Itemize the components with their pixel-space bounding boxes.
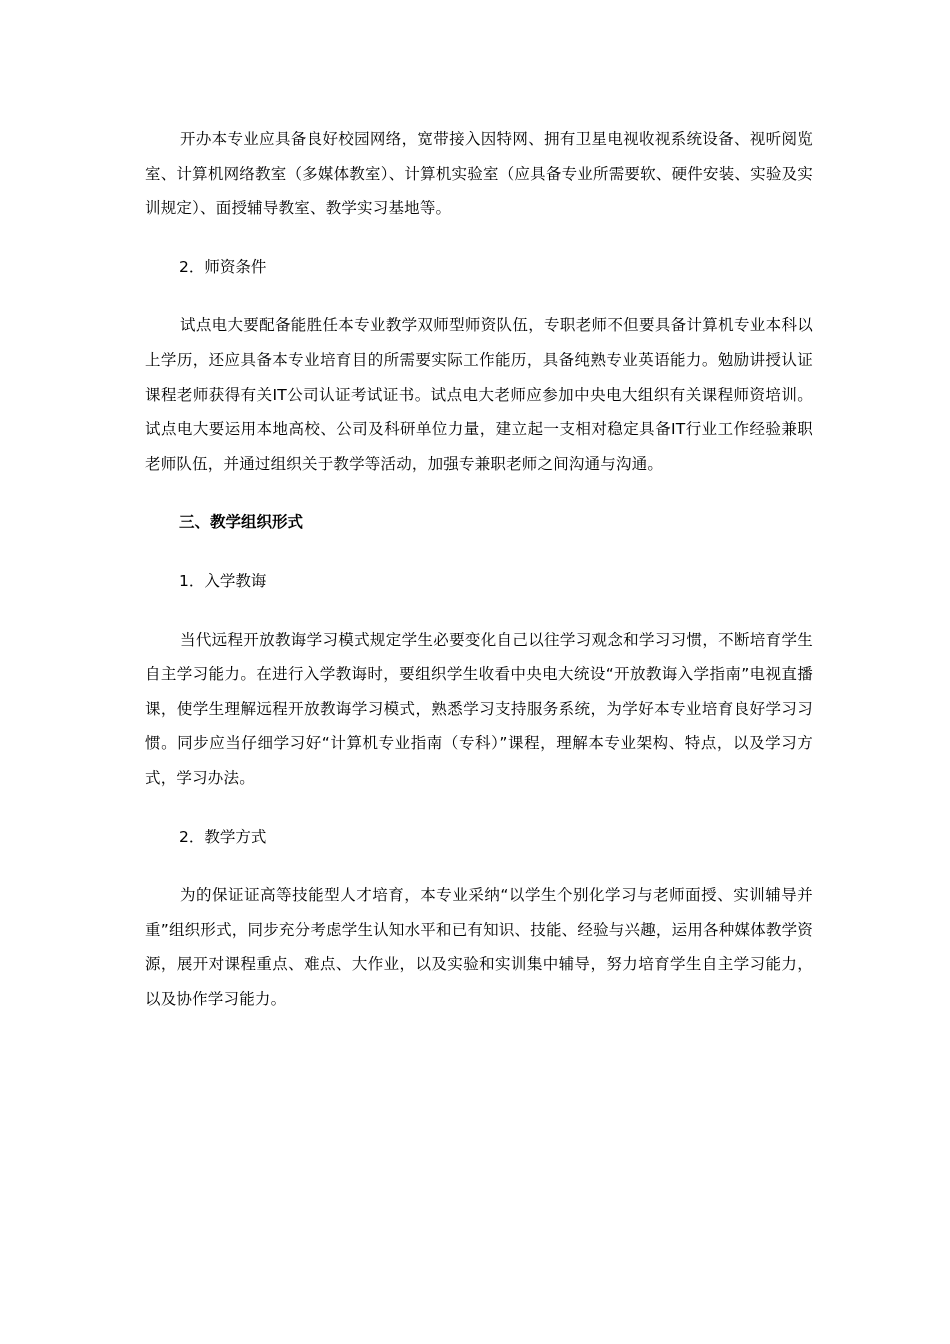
section-heading-teaching-organization: 三、教学组织形式 xyxy=(179,513,304,532)
document-page xyxy=(145,122,813,1016)
paragraph-teacher-conditions: 试点电大要配备能胜任本专业教学双师型师资队伍，专职老师不但要具备计算机专业本科以上学历，还应具备本专业培育目的所需要实际工作能历，具备纯熟专业英语能力。勉励讲授认证课程老师获得有关IT公司认证考试证书。试点电大老师应参加中央电大组织有关课程师资培训。试点电大要运用本地高校、公司及科研单位力量，建立起一支相对稳定具备IT行业工作经验兼职老师队伍，并通过组织关于教学等活动，加强专兼职老师之间沟通与沟通。 xyxy=(145,316,813,473)
paragraph-facilities: 开办本专业应具备良好校园网络，宽带接入因特网、拥有卫星电视收视系统设备、视听阅览室、计算机网络教室（多媒体教室）、计算机实验室（应具备专业所需要软、硬件安装、实验及实训规定）、面授辅导教室、教学实习基地等。 xyxy=(145,130,813,218)
heading-teaching-method: 2．教学方式 xyxy=(179,827,267,846)
heading-enrollment-education: 1．入学教诲 xyxy=(179,571,267,590)
paragraph-enrollment-education: 当代远程开放教诲学习模式规定学生必要变化自己以往学习观念和学习习惯，不断培育学生自主学习能力。在进行入学教诲时，要组织学生收看中央电大统设“开放教诲入学指南”电视直播课，使学生理解远程开放教诲学习模式，熟悉学习支持服务系统，为学好本专业培育良好学习习惯。同步应当仔细学习好“计算机专业指南（专科）”课程，理解本专业架构、特点，以及学习方式，学习办法。 xyxy=(145,630,813,787)
heading-teacher-conditions: 2．师资条件 xyxy=(179,257,267,276)
paragraph-teaching-method: 为的保证证高等技能型人才培育，本专业采纳“以学生个别化学习与老师面授、实训辅导并重”组织形式，同步充分考虑学生认知水平和已有知识、技能、经验与兴趣，运用各种媒体教学资源，展开对课程重点、难点、大作业，以及实验和实训集中辅导，努力培育学生自主学习能力，以及协作学习能力。 xyxy=(145,886,813,1008)
